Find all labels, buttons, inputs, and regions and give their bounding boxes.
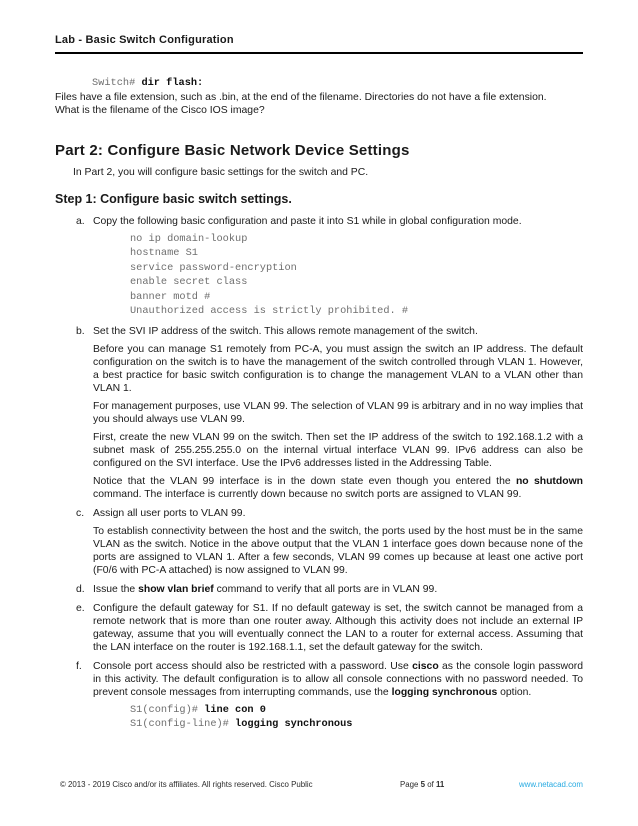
item-f-mid: as the console login password in this activity. The default configuration is to allow all console connections with no password needed. To prevent console messages from interrupting commands, use the: [93, 660, 583, 698]
keyword-show-vlan-brief: show vlan brief: [138, 583, 214, 595]
footer-copyright: © 2013 - 2019 Cisco and/or its affiliates. All rights reserved. Cisco Public: [60, 780, 313, 789]
terminal-command: dir flash:: [141, 77, 204, 89]
terminal-line-dir-flash: [92, 76, 583, 91]
question-ios-filename: What is the filename of the Cisco IOS image?: [55, 104, 265, 116]
console-code-block: [130, 703, 583, 732]
footer-page-indicator: [400, 780, 444, 789]
code-block-line: banner motd #: [130, 290, 211, 303]
item-d-text: [93, 583, 583, 596]
item-letter-a: a.: [76, 215, 85, 227]
config-code-block: [130, 232, 583, 319]
item-b-para4-post: command. The interface is currently down because no switch ports are assigned to VLAN 99.: [93, 488, 522, 500]
paragraph-file-extension: Files have a file extension, such as .bin, at the end of the filename. Directories do not have a file extension.: [55, 91, 547, 103]
code-block-line: Unauthorized access is strictly prohibited. #: [130, 305, 409, 317]
code-block-line: service password-encryption: [130, 261, 297, 274]
item-letter-c: c.: [76, 507, 85, 519]
header-title: Lab - Basic Switch Configuration: [55, 34, 234, 46]
item-b-para4: [93, 475, 583, 501]
item-d-pre: Issue the: [93, 583, 139, 595]
terminal-command: logging synchronous: [235, 718, 353, 730]
terminal-prompt: Switch#: [92, 77, 142, 89]
item-d-post: command to verify that all ports are in VLAN 99.: [213, 583, 438, 595]
document-body: [55, 76, 583, 732]
part2-heading: Part 2: Configure Basic Network Device Settings: [55, 141, 410, 159]
footer-page-of: of: [425, 780, 436, 789]
footer-page-total: 11: [435, 780, 445, 789]
code-block-line: hostname S1: [130, 247, 198, 259]
keyword-logging-synchronous: logging synchronous: [391, 686, 498, 698]
list-item-b: [55, 325, 583, 501]
item-letter-d: d.: [76, 583, 85, 595]
footer-website-link[interactable]: www.netacad.com: [518, 780, 583, 789]
step1-heading: Step 1: Configure basic switch settings.: [55, 191, 292, 206]
item-f-post: option.: [497, 686, 532, 698]
terminal-line-logging-sync: [130, 717, 583, 732]
item-c-text: Assign all user ports to VLAN 99.: [93, 507, 246, 519]
item-e-text: Configure the default gateway for S1. If no default gateway is set, the switch cannot be managed from a remote network that is more than one router away. Although this activity does not include an external IP gateway, assume that you will eventually connect the LAN to a router for external access. Assuming that the LAN interface on the router is 192.168.1.1, set the default gateway for the switch.: [93, 602, 583, 653]
item-f-pre: Console port access should also be restricted with a password. Use: [93, 660, 413, 672]
item-b-para2: For management purposes, use VLAN 99. The selection of VLAN 99 is arbitrary and in no way implies that you should always use VLAN 99.: [93, 400, 583, 425]
document-header: [55, 34, 583, 54]
part2-intro: In Part 2, you will configure basic settings for the switch and PC.: [73, 166, 369, 178]
terminal-line-con0: [130, 703, 583, 718]
item-b-para1: Before you can manage S1 remotely from PC-A, you must assign the switch an IP address. The default configuration on the switch is to have the management of the switch controlled through VLAN 1. However, a best practice for basic switch configuration is to change the management VLAN to a VLAN other than VLAN 1.: [93, 343, 583, 394]
code-block-line: no ip domain-lookup: [130, 232, 248, 245]
list-item-d: [55, 583, 583, 596]
item-c-para1: To establish connectivity between the host and the switch, the ports used by the host must be in the same VLAN as the switch. Notice in the above output that the VLAN 1 interface goes down because none of the ports are assigned to VLAN 1. After a few seconds, VLAN 99 comes up because at least one active port (F0/6 with PC-A attached) is now assigned to VLAN 99.: [93, 525, 583, 576]
item-letter-e: e.: [76, 602, 85, 614]
item-b-para4-pre: Notice that the VLAN 99 interface is in the down state even though you entered the: [93, 475, 516, 487]
terminal-prompt: S1(config)#: [130, 703, 205, 716]
code-block-line: enable secret class: [130, 276, 248, 288]
footer-page-prefix: Page: [400, 780, 421, 789]
document-footer: [55, 780, 583, 792]
item-b-para3: First, create the new VLAN 99 on the switch. Then set the IP address of the switch to 192.168.1.2 with a subnet mask of 255.255.255.0 on the internal virtual interface VLAN 99. IPv6 address can also be configured on the SVI interface. Use the IPv6 addresses listed in the Addressing Table.: [93, 431, 583, 469]
item-b-text: Set the SVI IP address of the switch. This allows remote management of the switch.: [93, 325, 478, 337]
list-item-f: [55, 660, 583, 732]
terminal-prompt: S1(config-line)#: [130, 718, 236, 730]
list-item-a: [55, 215, 583, 319]
item-letter-b: b.: [76, 325, 85, 337]
keyword-no-shutdown: no shutdown: [515, 475, 584, 487]
terminal-command: line con 0: [204, 703, 266, 716]
keyword-cisco: cisco: [412, 660, 439, 672]
list-item-e: [55, 602, 583, 654]
list-item-c: [55, 507, 583, 577]
item-a-text: Copy the following basic configuration and paste it into S1 while in global configuration mode.: [93, 215, 522, 227]
step1-item-list: [55, 215, 583, 732]
footer-page-number: 5: [420, 780, 426, 789]
item-letter-f: f.: [76, 660, 82, 672]
item-f-text: [93, 660, 583, 699]
